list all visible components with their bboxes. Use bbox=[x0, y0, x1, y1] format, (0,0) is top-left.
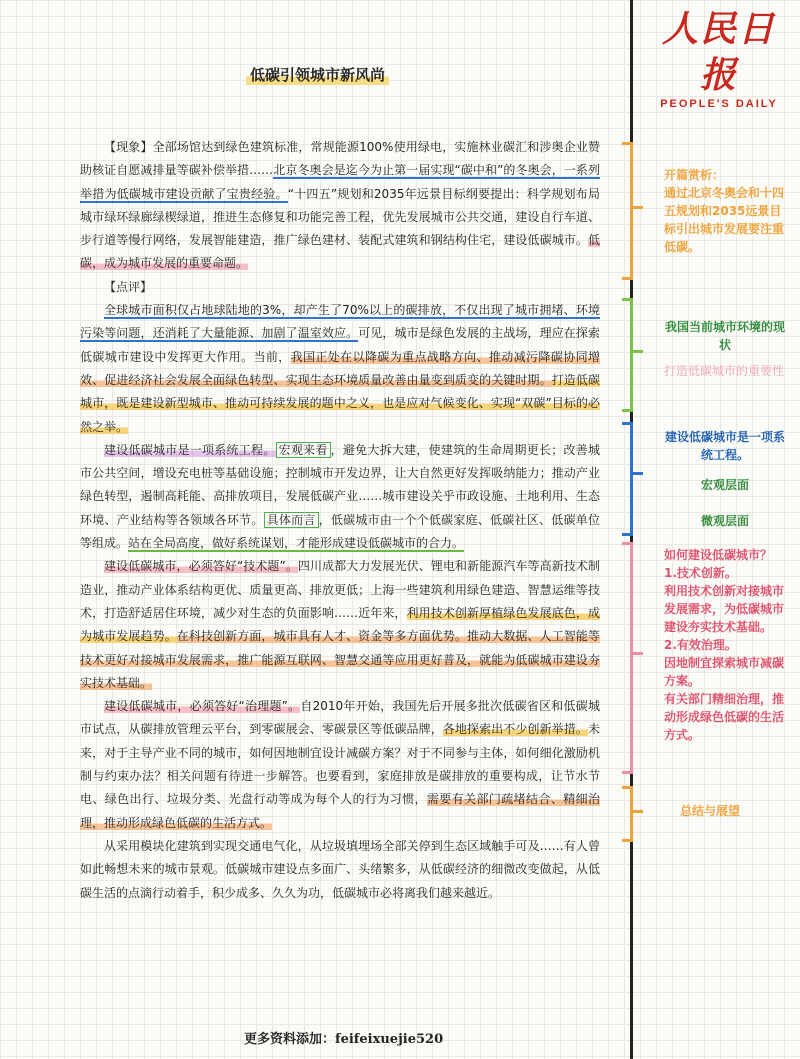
tick-system bbox=[633, 472, 643, 475]
p2-text-b: 可见，城市是绿色发展的主战场，理应在探索低碳城市建设中发挥更大作用。当前， bbox=[80, 326, 600, 364]
paragraph-technology bbox=[80, 555, 600, 695]
note-opening: 开篇赏析： 通过北京冬奥会和十四五规划和2035远景目标引出城市发展要注重低碳。 bbox=[664, 168, 785, 254]
p5-text-b: 自2010年开始，我国先后开展多批次低碳省区和低碳城市试点，从碳排放管理云平台，到零碳展会、零碳景区等低碳品牌， bbox=[80, 699, 601, 737]
p5-text-d: 未来，对于主导产业不同的城市，如何因地制宜设计减碳方案？对于不同参与主体，如何细化激励机制与约束办法？相关问题有待进一步解答。也要看到，家庭排放是碳排放的重要构成，让节水节电、绿色出行、垃圾分类、光盘行动等成为每个人的行为习惯， bbox=[80, 722, 600, 807]
p5-highlight-innovation: 各地探索出不少创新举措。 bbox=[442, 722, 588, 737]
p3-text-c: ，低碳城市由一个个低碳家庭、低碳社区、低碳单位等组成。 bbox=[80, 512, 600, 551]
p4-highlight-foundation: 在科技创新方面，城市具有人才、资金等多方面优势。推动大数据、人工智能等技术更好对接城市发展需求，推广能源互联网、智慧交通等应用更好普及，就能为低碳城市建设夯实技术基础。 bbox=[80, 629, 600, 690]
p1-text-c: “十四五”规划和2035年远景目标纲要提出：科学规划布局城市绿环绿廊绿楔绿道，推进生态修复和功能完善工程，优先发展城市公共交通，建设自行车道、步行道等慢行网络，发展智能建造，推广绿色建材、装配式建筑和钢结构住宅，建设低碳城市。 bbox=[80, 186, 600, 248]
tick-summary bbox=[633, 810, 643, 813]
box-micro: 具体而言 bbox=[264, 512, 319, 528]
paragraph-governance bbox=[80, 695, 600, 835]
page-title: 低碳引领城市新风尚 bbox=[246, 64, 389, 85]
p3-underline-synergy: 站在全局高度，做好系统谋划，才能形成建设低碳城市的合力。 bbox=[128, 536, 465, 551]
p5-highlight-governance: 建设低碳城市，必须答好“治理题”。 bbox=[104, 699, 301, 714]
p1-text-a: 【现象】全部场馆达到绿色建筑标准，常规能源100%使用绿电，实施林业碳汇和涉奥企业赞助核证自愿减排量等碳补偿举措…… bbox=[80, 140, 600, 178]
note-system: 建设低碳城市是一项系统工程。 bbox=[664, 430, 785, 462]
peoples-daily-logo bbox=[644, 6, 794, 110]
box-macro: 宏观来看 bbox=[276, 442, 331, 458]
tick-opening bbox=[633, 206, 643, 209]
tick-status bbox=[633, 350, 643, 353]
bracket-status bbox=[622, 298, 633, 412]
note-how: 如何建设低碳城市？ 1.技术创新。 利用技术创新对接城市发展需求，为低碳城市建设夯实技术基础。 2.有效治理。 因地制宜探索城市减碳方案。 有关部门精细治理，推动形成绿色低碳的生活方式。 bbox=[664, 548, 785, 742]
article-body bbox=[80, 136, 600, 905]
note-summary: 总结与展望 bbox=[680, 804, 741, 818]
logo-chinese: 人民日报 bbox=[661, 8, 776, 96]
comment-label: 【点评】 bbox=[104, 279, 153, 294]
tick-how bbox=[633, 652, 643, 655]
note-macro: 宏观层面 bbox=[700, 478, 749, 492]
p2-underline-global: 全球城市面积仅占地球陆地的3%，却产生了70%以上的碳排放，不仅出现了城市拥堵、环境污染等问题，还消耗了大量能源、加剧了温室效应。 bbox=[80, 303, 600, 341]
paragraph-system bbox=[80, 439, 600, 555]
paragraph-conclusion: 从采用模块化建筑到实现交通电气化，从垃圾填埋场全部关停到生态区域触手可及……有人曾如此畅想未来的城市景观。低碳城市建设点多面广、头绪繁多，从低碳经济的细微改变做起，从低碳生活的点滴行动着手，积少成多、久久为功，低碳城市必将离我们越来越近。 bbox=[80, 838, 600, 900]
p1-highlight-beijing: 北京冬奥会是迄今为止第一届实现“碳中和”的冬奥会，一系列举措为低碳城市建设贡献了宝贵经验。 bbox=[80, 163, 600, 201]
p4-highlight-trend: 利用技术创新厚植绿色发展底色，成为城市发展趋势。 bbox=[80, 605, 600, 644]
logo-english: PEOPLE'S DAILY bbox=[660, 98, 778, 110]
p3-text-b: ，避免大拆大建，使建筑的生命周期更长；改善城市公共空间，增设充电桩等基础设施；控制城市开发边界，让大自然更好发挥吸纳能力；推动产业绿色转型，遏制高耗能、高排放项目，发展低碳产业……城市建设关乎市政设施、土地利用、生态环境、产业结构等各领域各环节。 bbox=[80, 442, 600, 527]
p5-highlight-lifestyle: 需要有关部门疏堵结合、精细治理，推动形成绿色低碳的生活方式。 bbox=[80, 792, 600, 830]
note-status: 我国当前城市环境的现状 bbox=[664, 320, 785, 352]
p2-highlight-strategy: 我国正处在以降碳为重点战略方向、推动减污降碳协同增效、促进经济社会发展全面绿色转型、实现生态环境质量改善由量变到质变的关键时期。 bbox=[80, 349, 600, 387]
bracket-how bbox=[622, 542, 633, 774]
bracket-summary bbox=[622, 786, 633, 842]
p2-highlight-importance: 打造低碳城市，既是建设新型城市、推动可持续发展的题中之义，也是应对气候变化、实现“双碳”目标的必然之举。 bbox=[80, 372, 600, 434]
p3-highlight-system: 建设低碳城市是一项系统工程。 bbox=[104, 442, 276, 457]
paragraph-phenomenon bbox=[80, 136, 600, 276]
p4-highlight-tech: 建设低碳城市，必须答好“技术题”。 bbox=[104, 559, 298, 574]
note-importance: 打造低碳城市的重要性 bbox=[664, 364, 785, 378]
bracket-opening bbox=[622, 142, 633, 280]
footer-contact: 更多资料添加：feifeixuejie520 bbox=[244, 1032, 444, 1047]
note-micro: 微观层面 bbox=[700, 514, 749, 528]
paragraph-comment-1 bbox=[80, 299, 600, 439]
p4-text-b: 四川成都大力发展光伏、锂电和新能源汽车等高新技术制造业，推动产业体系结构更优、质量更高、排放更低；上海一些建筑利用绿色建造、智慧运维等技术，打造舒适居住环境，减少对生态的负面影响……近年来， bbox=[80, 559, 600, 620]
bracket-system bbox=[622, 422, 633, 536]
p1-highlight-low-carbon: 低碳，成为城市发展的重要命题。 bbox=[80, 233, 600, 271]
